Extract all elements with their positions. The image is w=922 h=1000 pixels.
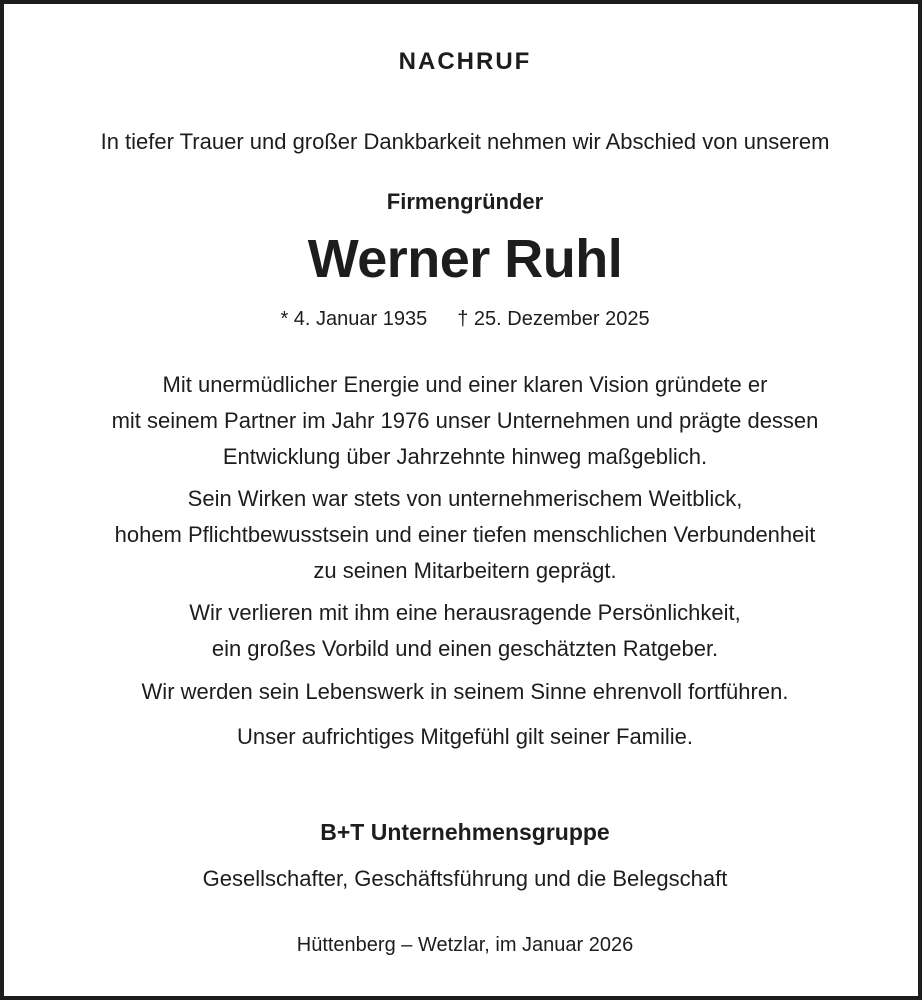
paragraph-line: Entwicklung über Jahrzehnte hinweg maßgeblich. (222, 444, 708, 469)
paragraph-line: Wir verlieren mit ihm eine herausragende Persönlichkeit, (189, 600, 741, 625)
intro-text: In tiefer Trauer und großer Dankbarkeit nehmen wir Abschied von unserem (100, 129, 830, 154)
paragraph-line: Unser aufrichtiges Mitgefühl gilt seiner Familie. (236, 724, 694, 749)
deceased-name: Werner Ruhl (307, 229, 623, 289)
signatories: Gesellschafter, Geschäftsführung und die Belegschaft (202, 866, 728, 891)
life-dates (4, 308, 922, 331)
notice-heading: NACHRUF (398, 48, 532, 75)
organization-name: B+T Unternehmensgruppe (320, 819, 610, 845)
role-title: Firmengründer (386, 189, 544, 214)
place-and-date: Hüttenberg – Wetzlar, im Januar 2026 (296, 934, 634, 956)
paragraph-line: ein großes Vorbild und einen geschätzten Ratgeber. (211, 636, 719, 661)
paragraph-line: hohem Pflichtbewusstsein und einer tiefen menschlichen Verbundenheit (114, 522, 816, 547)
paragraph-line: Wir werden sein Lebenswerk in seinem Sinne ehrenvoll fortführen. (141, 679, 789, 704)
paragraph-line: Sein Wirken war stets von unternehmerischem Weitblick, (187, 486, 743, 511)
paragraph-line: Mit unermüdlicher Energie und einer klaren Vision gründete er (162, 372, 768, 397)
paragraph-line: zu seinen Mitarbeitern geprägt. (313, 558, 617, 583)
paragraph-line: mit seinem Partner im Jahr 1976 unser Unternehmen und prägte dessen (111, 408, 819, 433)
birth-date: * 4. Januar 1935 (280, 308, 428, 330)
death-date: † 25. Dezember 2025 (457, 308, 650, 330)
